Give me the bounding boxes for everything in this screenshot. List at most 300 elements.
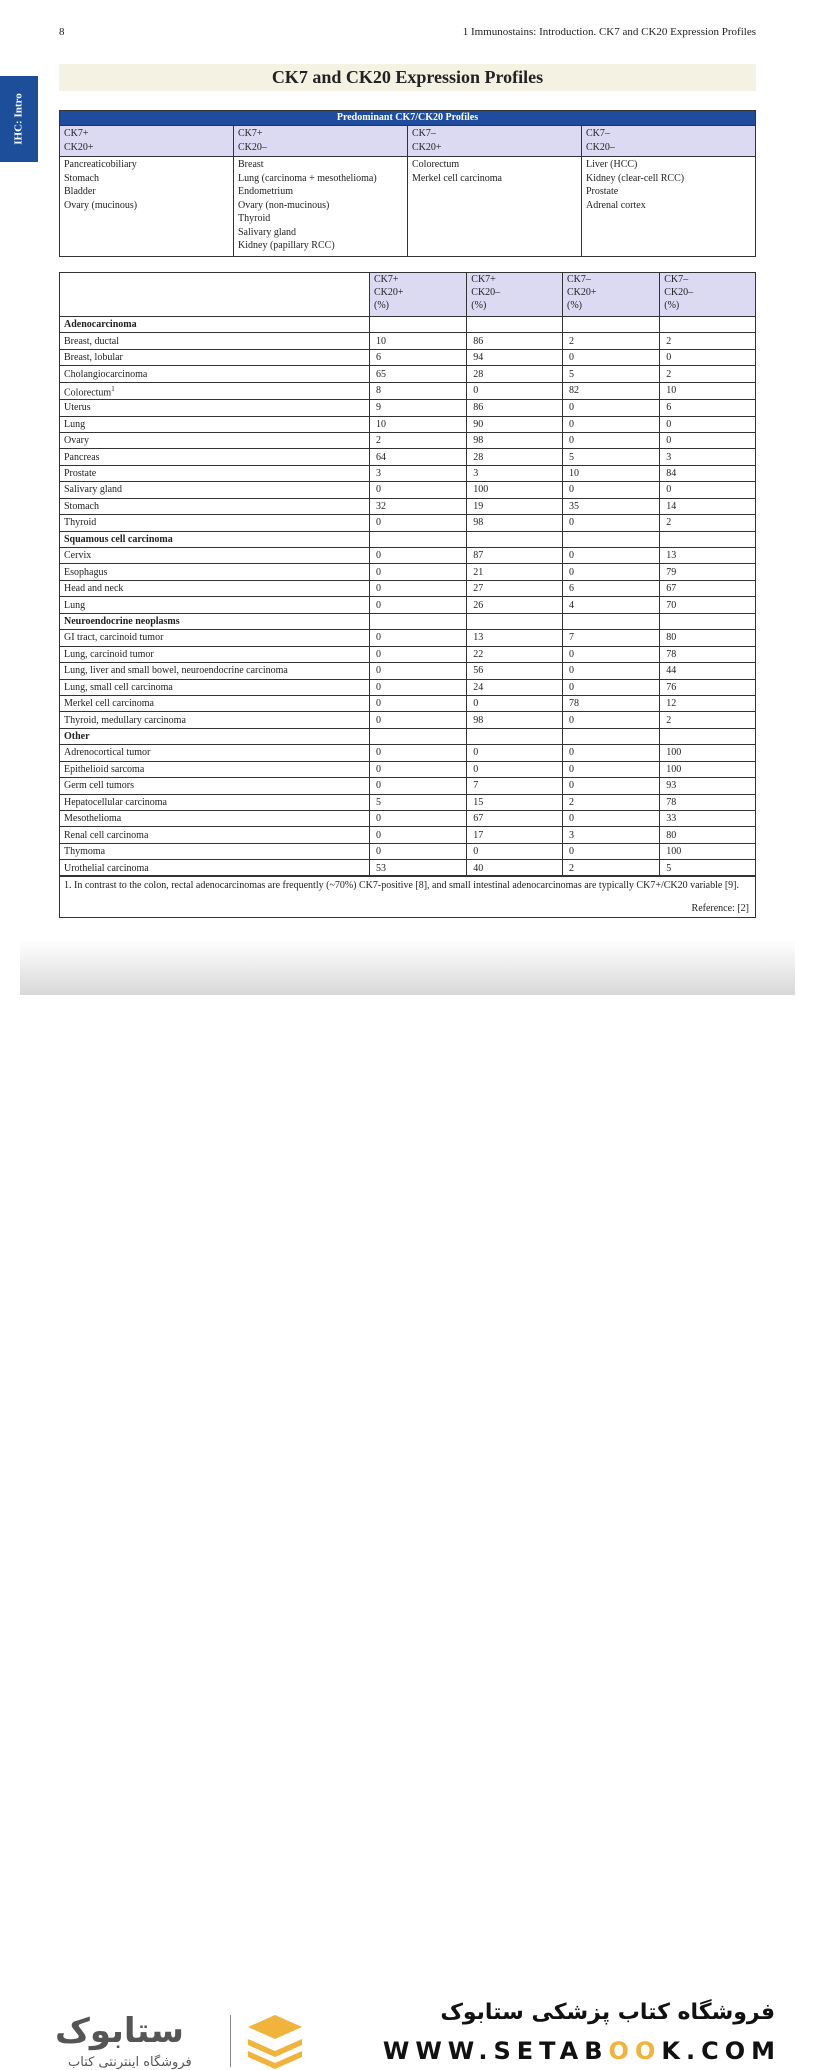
row-label-text: Lung, carcinoid tumor: [64, 648, 154, 660]
row-label-text: Head and neck: [64, 583, 124, 595]
value-cell: 6: [660, 400, 756, 416]
value-cell: 64: [370, 449, 467, 465]
column-header: [370, 273, 467, 317]
value-cell: 8: [370, 382, 467, 399]
book-stack-icon: [244, 2013, 306, 2069]
value-cell: 0: [370, 761, 467, 777]
empty-cell: [370, 728, 467, 744]
page-title: CK7 and CK20 Expression Profiles: [59, 64, 756, 91]
column-header: [467, 273, 563, 317]
row-label-text: Salivary gland: [64, 484, 123, 496]
value-cell: 9: [370, 400, 467, 416]
table-row: [60, 416, 756, 432]
empty-cell: [467, 728, 563, 744]
value-cell: 0: [370, 745, 467, 761]
value-cell: 15: [467, 794, 563, 810]
row-label: [60, 349, 370, 365]
profiles-banner: Predominant CK7/CK20 Profiles: [60, 111, 756, 126]
page-number: 8: [59, 26, 65, 38]
value-cell: 33: [660, 811, 756, 827]
value-cell: 78: [660, 646, 756, 662]
value-cell: 2: [370, 432, 467, 448]
table-row: [60, 432, 756, 448]
table-row: [60, 465, 756, 481]
profile-header-line: CK7+: [64, 128, 89, 139]
value-cell: 0: [370, 548, 467, 564]
value-cell: 10: [660, 382, 756, 399]
value-cell: 0: [660, 349, 756, 365]
row-label-text: Cholangiocarcinoma: [64, 368, 148, 380]
row-label-text: Lung, small cell carcinoma: [64, 681, 173, 693]
profile-header: [234, 126, 408, 157]
column-header-line: CK20–: [664, 287, 694, 298]
value-cell: 13: [660, 548, 756, 564]
section-row: [60, 531, 756, 547]
row-label-text: Ovary: [64, 435, 89, 447]
row-label: [60, 382, 370, 399]
value-cell: 98: [467, 432, 563, 448]
table-row: [60, 630, 756, 646]
row-label: [60, 580, 370, 596]
column-header-line: CK7–: [664, 274, 689, 285]
section-row: [60, 317, 756, 333]
value-cell: 0: [370, 695, 467, 711]
profile-item: Pancreaticobiliary: [64, 159, 137, 170]
value-cell: 0: [562, 745, 659, 761]
profile-header-line: CK7–: [586, 128, 610, 139]
value-cell: 0: [562, 778, 659, 794]
row-label-text: Adrenocortical tumor: [64, 747, 151, 759]
logo-divider: [230, 2015, 231, 2067]
value-cell: 98: [467, 515, 563, 531]
value-cell: 67: [660, 580, 756, 596]
row-label: [60, 663, 370, 679]
profile-item: Liver (HCC): [586, 159, 638, 170]
column-header-line: CK7+: [374, 274, 399, 285]
value-cell: 0: [370, 597, 467, 613]
value-cell: 5: [370, 794, 467, 810]
value-cell: 5: [660, 860, 756, 876]
page-shadow: [20, 940, 795, 995]
value-cell: 2: [562, 333, 659, 349]
value-cell: 44: [660, 663, 756, 679]
value-cell: 2: [660, 366, 756, 382]
value-cell: 0: [562, 811, 659, 827]
row-label: [60, 646, 370, 662]
profile-item: Stomach: [64, 172, 99, 184]
value-cell: 0: [467, 382, 563, 399]
empty-cell: [370, 613, 467, 629]
table-row: [60, 548, 756, 564]
value-cell: 86: [467, 333, 563, 349]
value-cell: 0: [370, 679, 467, 695]
value-cell: 0: [370, 630, 467, 646]
table-row: [60, 663, 756, 679]
value-cell: 2: [660, 515, 756, 531]
value-cell: 94: [467, 349, 563, 365]
value-cell: 0: [467, 695, 563, 711]
value-cell: 32: [370, 498, 467, 514]
value-cell: 0: [370, 482, 467, 498]
value-cell: 22: [467, 646, 563, 662]
value-cell: 65: [370, 366, 467, 382]
value-cell: 0: [562, 349, 659, 365]
empty-cell: [467, 613, 563, 629]
footnote-marker: 1: [111, 384, 115, 393]
row-label-text: Stomach: [64, 500, 99, 512]
row-label: [60, 400, 370, 416]
value-cell: 82: [562, 382, 659, 399]
value-cell: 84: [660, 465, 756, 481]
value-cell: 0: [370, 827, 467, 843]
profile-item: Kidney (papillary RCC): [238, 240, 335, 251]
table-row: [60, 366, 756, 382]
value-cell: 40: [467, 860, 563, 876]
value-cell: 78: [562, 695, 659, 711]
value-cell: 26: [467, 597, 563, 613]
row-label: [60, 564, 370, 580]
row-label-text: Mesothelioma: [64, 813, 122, 825]
column-header-line: (%): [566, 300, 582, 311]
table-row: [60, 400, 756, 416]
value-cell: 3: [467, 465, 563, 481]
value-cell: 0: [562, 432, 659, 448]
value-cell: 19: [467, 498, 563, 514]
row-label: [60, 695, 370, 711]
section-heading: Neuroendocrine neoplasms: [60, 613, 370, 629]
row-label: [60, 811, 370, 827]
table-row: [60, 695, 756, 711]
table-row: [60, 349, 756, 365]
row-label: [60, 515, 370, 531]
empty-cell: [660, 531, 756, 547]
value-cell: 100: [660, 761, 756, 777]
value-cell: 0: [370, 564, 467, 580]
table-row: [60, 712, 756, 728]
profile-header-line: CK7+: [238, 128, 263, 139]
profile-header-line: CK20–: [586, 141, 615, 153]
table-row: [60, 745, 756, 761]
value-cell: 14: [660, 498, 756, 514]
column-header: [660, 273, 756, 317]
value-cell: 6: [370, 349, 467, 365]
table-row: [60, 761, 756, 777]
value-cell: 0: [562, 712, 659, 728]
profile-item: Ovary (mucinous): [64, 199, 138, 211]
section-row: [60, 728, 756, 744]
row-label-text: Lung, liver and small bowel, neuroendocrine carcinoma: [64, 665, 288, 677]
profile-item: Salivary gland: [238, 226, 297, 238]
table-row: [60, 811, 756, 827]
table-row: [60, 515, 756, 531]
row-label-text: Renal cell carcinoma: [64, 829, 149, 841]
row-label: [60, 432, 370, 448]
column-header-line: (%): [664, 300, 680, 311]
empty-cell: [562, 531, 659, 547]
row-label: [60, 548, 370, 564]
value-cell: 0: [562, 843, 659, 859]
row-label: [60, 597, 370, 613]
row-label: [60, 465, 370, 481]
profile-header-line: CK20+: [412, 141, 442, 153]
profile-header-line: CK20+: [64, 141, 94, 153]
value-cell: 10: [370, 416, 467, 432]
value-cell: 0: [562, 515, 659, 531]
profile-item: Merkel cell carcinoma: [412, 172, 502, 184]
reference: Reference: [2]: [691, 903, 749, 914]
empty-cell: [660, 317, 756, 333]
value-cell: 90: [467, 416, 563, 432]
empty-cell: [660, 613, 756, 629]
profile-item: Bladder: [64, 186, 96, 197]
value-cell: 0: [467, 761, 563, 777]
table-row: [60, 679, 756, 695]
value-cell: 78: [660, 794, 756, 810]
value-cell: 80: [660, 827, 756, 843]
table-row: [60, 860, 756, 876]
value-cell: 2: [562, 794, 659, 810]
column-header-line: CK20–: [471, 287, 501, 298]
empty-cell: [370, 317, 467, 333]
row-label-text: Thymoma: [64, 846, 106, 858]
store-logo-subtitle: فروشگاه اینترنتی کتاب: [68, 2055, 192, 2070]
row-label-text: Merkel cell carcinoma: [64, 698, 154, 710]
store-logo-text: ستابوک: [55, 2011, 184, 2051]
table-row: [60, 597, 756, 613]
value-cell: 10: [370, 333, 467, 349]
row-label: [60, 794, 370, 810]
value-cell: 0: [660, 482, 756, 498]
value-cell: 10: [562, 465, 659, 481]
book-page: [0, 0, 813, 940]
value-cell: 100: [660, 745, 756, 761]
column-header-line: CK20+: [566, 287, 597, 298]
value-cell: 0: [562, 416, 659, 432]
value-cell: 100: [660, 843, 756, 859]
value-cell: 0: [370, 663, 467, 679]
table-footer: [59, 875, 756, 918]
store-name: فروشگاه کتاب پزشکی ستابوک: [440, 2000, 775, 2025]
profile-item: Endometrium: [238, 186, 293, 197]
value-cell: 28: [467, 366, 563, 382]
value-cell: 0: [562, 548, 659, 564]
row-label-text: Thyroid: [64, 517, 97, 529]
row-label: [60, 449, 370, 465]
value-cell: 0: [467, 745, 563, 761]
profile-item: Kidney (clear-cell RCC): [586, 172, 685, 184]
row-label-text: Hepatocellular carcinoma: [64, 796, 167, 808]
expression-table: [59, 272, 756, 877]
value-cell: 0: [562, 482, 659, 498]
empty-cell: [370, 531, 467, 547]
value-cell: 13: [467, 630, 563, 646]
empty-cell: [562, 317, 659, 333]
table-row: [60, 843, 756, 859]
value-cell: 79: [660, 564, 756, 580]
section-heading: Adenocarcinoma: [60, 317, 370, 333]
row-label-text: Colorectum: [64, 387, 112, 399]
row-label-text: Lung: [64, 418, 86, 430]
value-cell: 100: [467, 482, 563, 498]
column-header: [562, 273, 659, 317]
value-cell: 7: [562, 630, 659, 646]
profile-item: Breast: [238, 159, 264, 170]
row-label: [60, 745, 370, 761]
value-cell: 0: [370, 646, 467, 662]
value-cell: 0: [562, 761, 659, 777]
profile-item: Colorectum: [412, 159, 460, 170]
table-row: [60, 778, 756, 794]
side-tab: [0, 76, 38, 162]
table-row: [60, 382, 756, 399]
value-cell: 0: [660, 416, 756, 432]
footnote: 1. In contrast to the colon, rectal adenocarcinomas are frequently (~70%) CK7-positive [8], and small intestinal adenocarcinomas are typically CK7+/CK20 variable [9].: [64, 880, 739, 891]
profile-item: Adrenal cortex: [586, 199, 646, 211]
value-cell: 53: [370, 860, 467, 876]
row-label: [60, 860, 370, 876]
running-head: 1 Immunostains: Introduction. CK7 and CK20 Expression Profiles: [462, 26, 756, 38]
row-label: [60, 482, 370, 498]
profile-item: Prostate: [586, 186, 619, 197]
profiles-table: [59, 110, 756, 257]
value-cell: 0: [370, 712, 467, 728]
column-header-line: (%): [471, 300, 487, 311]
row-label-text: GI tract, carcinoid tumor: [64, 632, 164, 644]
row-label: [60, 712, 370, 728]
profile-header: [582, 126, 756, 157]
value-cell: 24: [467, 679, 563, 695]
value-cell: 35: [562, 498, 659, 514]
profile-item: Ovary (non-mucinous): [238, 199, 330, 211]
value-cell: 2: [660, 333, 756, 349]
row-label-text: Uterus: [64, 402, 91, 414]
value-cell: 0: [562, 400, 659, 416]
row-label: [60, 630, 370, 646]
table-row: [60, 498, 756, 514]
value-cell: 80: [660, 630, 756, 646]
value-cell: 86: [467, 400, 563, 416]
column-header-line: CK20+: [374, 287, 404, 298]
value-cell: 0: [562, 663, 659, 679]
value-cell: 70: [660, 597, 756, 613]
value-cell: 27: [467, 580, 563, 596]
value-cell: 0: [660, 432, 756, 448]
row-label: [60, 679, 370, 695]
value-cell: 0: [370, 515, 467, 531]
value-cell: 67: [467, 811, 563, 827]
row-label: [60, 366, 370, 382]
value-cell: 0: [467, 843, 563, 859]
profile-cell: [582, 157, 756, 257]
table-row: [60, 449, 756, 465]
row-label-text: Germ cell tumors: [64, 780, 134, 792]
value-cell: 3: [562, 827, 659, 843]
profile-header: [60, 126, 234, 157]
profile-header-line: CK20–: [238, 141, 267, 153]
row-label: [60, 778, 370, 794]
empty-cell: [562, 728, 659, 744]
empty-cell: [467, 531, 563, 547]
profile-item: Lung (carcinoma + mesothelioma): [238, 172, 377, 184]
column-header-line: (%): [374, 300, 389, 311]
value-cell: 12: [660, 695, 756, 711]
value-cell: 0: [370, 843, 467, 859]
row-label: [60, 416, 370, 432]
value-cell: 17: [467, 827, 563, 843]
empty-cell: [660, 728, 756, 744]
value-cell: 0: [370, 778, 467, 794]
row-label: [60, 498, 370, 514]
section-row: [60, 613, 756, 629]
table-row: [60, 794, 756, 810]
row-label-text: Thyroid, medullary carcinoma: [64, 714, 186, 726]
value-cell: 0: [562, 646, 659, 662]
empty-cell: [562, 613, 659, 629]
store-banner: [0, 995, 813, 2070]
value-cell: 4: [562, 597, 659, 613]
store-url[interactable]: WWW.SETABOOK.COM: [382, 2037, 781, 2065]
row-label: [60, 827, 370, 843]
profile-header-line: CK7–: [412, 128, 436, 139]
column-header-line: CK7+: [471, 274, 496, 285]
value-cell: 7: [467, 778, 563, 794]
row-label-text: Cervix: [64, 550, 92, 562]
profile-header: [408, 126, 582, 157]
profile-cell: [408, 157, 582, 257]
row-label: [60, 761, 370, 777]
row-label: [60, 333, 370, 349]
value-cell: 0: [370, 580, 467, 596]
value-cell: 93: [660, 778, 756, 794]
row-label-text: Breast, lobular: [64, 352, 123, 364]
profile-cell: [234, 157, 408, 257]
side-tab-label: IHC: Intro: [13, 93, 26, 145]
row-label-text: Esophagus: [64, 566, 108, 578]
table-row: [60, 333, 756, 349]
row-label-text: Urothelial carcinoma: [64, 862, 149, 874]
value-cell: 3: [660, 449, 756, 465]
profile-item: Thyroid: [238, 213, 271, 224]
value-cell: 0: [562, 564, 659, 580]
row-label-text: Lung: [64, 599, 86, 611]
section-heading: Squamous cell carcinoma: [60, 531, 370, 547]
empty-cell: [467, 317, 563, 333]
corner-cell: [60, 273, 370, 317]
value-cell: 5: [562, 366, 659, 382]
section-heading: Other: [60, 728, 370, 744]
value-cell: 0: [562, 679, 659, 695]
table-row: [60, 482, 756, 498]
row-label-text: Prostate: [64, 468, 97, 480]
value-cell: 0: [370, 811, 467, 827]
value-cell: 3: [370, 465, 467, 481]
value-cell: 21: [467, 564, 563, 580]
row-label-text: Epithelioid sarcoma: [64, 763, 145, 775]
table-row: [60, 564, 756, 580]
row-label-text: Pancreas: [64, 451, 100, 463]
value-cell: 98: [467, 712, 563, 728]
table-row: [60, 646, 756, 662]
value-cell: 28: [467, 449, 563, 465]
row-label: [60, 843, 370, 859]
value-cell: 76: [660, 679, 756, 695]
value-cell: 5: [562, 449, 659, 465]
value-cell: 2: [660, 712, 756, 728]
value-cell: 6: [562, 580, 659, 596]
value-cell: 2: [562, 860, 659, 876]
table-row: [60, 580, 756, 596]
profile-cell: [60, 157, 234, 257]
